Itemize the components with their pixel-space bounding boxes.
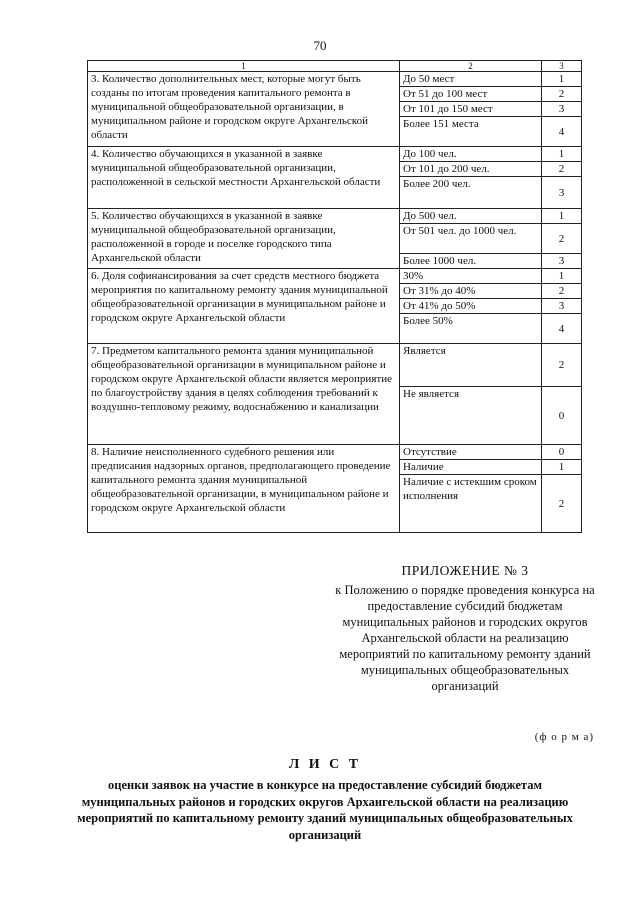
score-cell: 2 bbox=[542, 475, 582, 533]
criterion-cell: 4. Количество обучающихся в указанной в заявке муниципальной общеобразовательной организации, расположенной в сельской местности Архангельской области bbox=[88, 147, 400, 209]
option-cell: Наличие с истекшим сроком исполнения bbox=[400, 475, 542, 533]
option-cell: От 51 до 100 мест bbox=[400, 87, 542, 102]
table-row bbox=[88, 344, 582, 387]
option-cell: Более 200 чел. bbox=[400, 177, 542, 209]
sheet-title: Л И С Т bbox=[288, 757, 362, 772]
option-cell: Наличие bbox=[400, 460, 542, 475]
option-cell: От 101 до 200 чел. bbox=[400, 162, 542, 177]
page-number: 70 bbox=[313, 38, 327, 53]
option-cell: До 500 чел. bbox=[400, 209, 542, 224]
table-row bbox=[88, 209, 582, 224]
option-cell: До 50 мест bbox=[400, 72, 542, 87]
option-cell: От 41% до 50% bbox=[400, 299, 542, 314]
score-cell: 2 bbox=[542, 224, 582, 254]
score-cell: 1 bbox=[542, 147, 582, 162]
option-cell: От 31% до 40% bbox=[400, 284, 542, 299]
criterion-cell: 5. Количество обучающихся в указанной в заявке муниципальной общеобразовательной организации, расположенной в городе и поселке городского типа Архангельской области bbox=[88, 209, 400, 269]
score-cell: 3 bbox=[542, 254, 582, 269]
score-cell: 2 bbox=[542, 87, 582, 102]
score-cell: 3 bbox=[542, 177, 582, 209]
criterion-cell: 6. Доля софинансирования за счет средств местного бюджета мероприятия по капитальному ремонту здания муниципальной общеобразовательной организации в муниципальном районе и городском округе Архангельской области bbox=[88, 269, 400, 344]
table-header-row bbox=[88, 61, 582, 72]
option-cell: Более 50% bbox=[400, 314, 542, 344]
score-cell: 2 bbox=[542, 344, 582, 387]
table-row bbox=[88, 269, 582, 284]
score-cell: 1 bbox=[542, 460, 582, 475]
option-cell: До 100 чел. bbox=[400, 147, 542, 162]
column-header-2: 2 bbox=[400, 61, 542, 72]
score-cell: 3 bbox=[542, 102, 582, 117]
score-cell: 4 bbox=[542, 314, 582, 344]
option-cell: Отсутствие bbox=[400, 445, 542, 460]
score-cell: 1 bbox=[542, 269, 582, 284]
appendix-title: ПРИЛОЖЕНИЕ № 3 bbox=[401, 563, 529, 578]
score-cell: 3 bbox=[542, 299, 582, 314]
score-cell: 0 bbox=[542, 445, 582, 460]
option-cell: Более 151 места bbox=[400, 117, 542, 147]
option-cell: Не является bbox=[400, 387, 542, 445]
column-header-3: 3 bbox=[542, 61, 582, 72]
table-row bbox=[88, 72, 582, 87]
criterion-cell: 3. Количество дополнительных мест, которые могут быть созданы по итогам проведения капитального ремонта в муниципальной общеобразовательной организации, в муниципальном районе и городском округе Архангельской области bbox=[88, 72, 400, 147]
option-cell: Более 1000 чел. bbox=[400, 254, 542, 269]
score-cell: 2 bbox=[542, 284, 582, 299]
criteria-table-body bbox=[88, 72, 582, 533]
appendix-subtitle: к Положению о порядке проведения конкурса на предоставление субсидий бюджетам муниципальных районов и городских округов Архангельской области на реализацию мероприятий по капитальному ремонту зданий муниципальных общеобразовательных организаций bbox=[335, 583, 595, 693]
column-header-1: 1 bbox=[88, 61, 400, 72]
sheet-subtitle: оценки заявок на участие в конкурсе на предоставление субсидий бюджетам муниципальных районов и городских округов Архангельской области на реализацию мероприятий по капитальному ремонту зданий муниципальных общеобразовательных организаций bbox=[77, 778, 573, 842]
criteria-table bbox=[87, 60, 582, 533]
score-cell: 1 bbox=[542, 209, 582, 224]
score-cell: 1 bbox=[542, 72, 582, 87]
criterion-cell: 7. Предметом капитального ремонта здания муниципальной общеобразовательной организации в муниципальном районе и городском округе Архангельской области является мероприятие по благоустройству здания в целях соблюдения требований к воздушно-тепловому режиму, водоснабжению и канализации bbox=[88, 344, 400, 445]
score-cell: 2 bbox=[542, 162, 582, 177]
option-cell: 30% bbox=[400, 269, 542, 284]
form-label: (ф о р м а) bbox=[534, 731, 594, 743]
score-cell: 4 bbox=[542, 117, 582, 147]
table-row bbox=[88, 147, 582, 162]
score-cell: 0 bbox=[542, 387, 582, 445]
option-cell: От 501 чел. до 1000 чел. bbox=[400, 224, 542, 254]
option-cell: От 101 до 150 мест bbox=[400, 102, 542, 117]
table-row bbox=[88, 445, 582, 460]
criterion-cell: 8. Наличие неисполненного судебного решения или предписания надзорных органов, предполагающего проведение капитального ремонта здания муниципальной общеобразовательной организации, в муниципальном районе и городском округе Архангельской области bbox=[88, 445, 400, 533]
option-cell: Является bbox=[400, 344, 542, 387]
